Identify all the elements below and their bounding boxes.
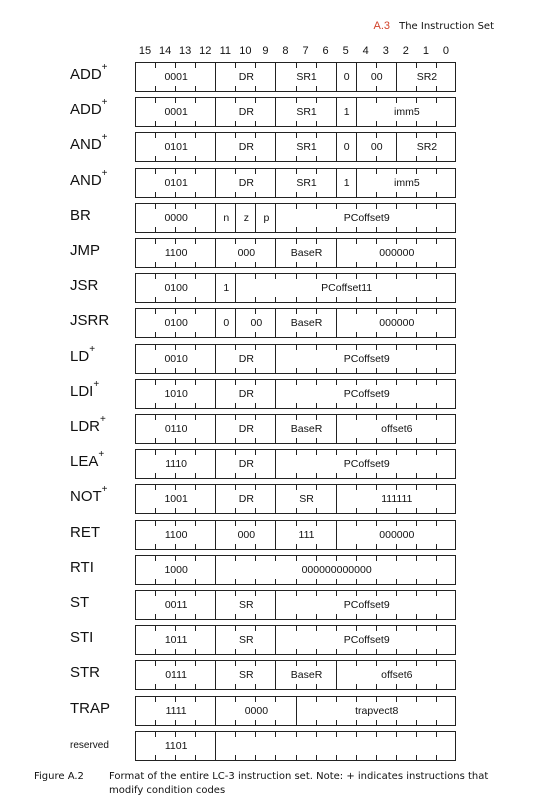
bit-field: 0000 xyxy=(244,704,269,717)
instruction-mnemonic xyxy=(70,740,109,751)
instruction-row xyxy=(0,731,534,761)
modifies-cc-marker: + xyxy=(93,378,100,390)
bit-field-box xyxy=(135,97,456,127)
bit-field: 0111 xyxy=(165,669,188,682)
bit-field-box xyxy=(135,132,456,162)
bit-field: 00 xyxy=(250,317,263,330)
bit-number: 10 xyxy=(239,45,252,57)
bit-field: 000 xyxy=(237,528,256,541)
bit-number: 5 xyxy=(342,45,349,57)
instruction-row xyxy=(0,660,534,690)
instruction-row xyxy=(0,238,534,268)
instruction-mnemonic xyxy=(70,242,100,259)
bit-field-box xyxy=(135,62,456,92)
instruction-row xyxy=(0,132,534,162)
instruction-row xyxy=(0,555,534,585)
bit-field: SR1 xyxy=(296,71,317,83)
instruction-row xyxy=(0,168,534,198)
mnemonic-text: AND xyxy=(70,136,102,154)
bit-number: 4 xyxy=(362,45,369,57)
bit-field: 0 xyxy=(343,141,350,154)
mnemonic-text: LD xyxy=(70,347,90,365)
modifies-cc-marker: + xyxy=(101,484,108,496)
bit-field: 1 xyxy=(343,106,350,119)
bit-number: 2 xyxy=(402,45,409,57)
bit-field: 1110 xyxy=(165,458,188,471)
modifies-cc-marker: + xyxy=(101,97,108,109)
instruction-mnemonic xyxy=(70,414,106,435)
bit-field-box xyxy=(135,555,456,585)
modifies-cc-marker: + xyxy=(101,62,108,73)
bit-field-box xyxy=(135,696,456,726)
bit-field: 0001 xyxy=(164,71,188,83)
bit-field: DR xyxy=(238,176,254,189)
bit-number: 0 xyxy=(442,45,450,57)
bit-field: BaseR xyxy=(290,247,323,259)
instruction-mnemonic xyxy=(70,97,108,119)
bit-field: 0011 xyxy=(164,599,188,611)
mnemonic-text: JMP xyxy=(70,242,100,259)
bit-field: DR xyxy=(238,458,254,471)
section-number: A.3 xyxy=(373,20,391,32)
bit-field: offset6 xyxy=(381,423,413,435)
instruction-row xyxy=(0,273,534,303)
bit-number: 11 xyxy=(219,45,231,57)
bit-field-box xyxy=(135,308,456,338)
bit-field: 1111 xyxy=(165,704,187,717)
bit-field: SR1 xyxy=(296,176,317,189)
mnemonic-text: LEA xyxy=(70,453,99,471)
bit-field: 0100 xyxy=(164,282,188,295)
bit-field: 000 xyxy=(237,247,256,259)
bit-field-box xyxy=(135,344,456,374)
mnemonic-text: JSR xyxy=(70,277,99,295)
bit-field: 0101 xyxy=(164,141,188,154)
bit-field-box xyxy=(135,273,456,303)
instruction-mnemonic xyxy=(70,312,109,329)
bit-field: PCoffset9 xyxy=(343,352,390,365)
bit-field: n xyxy=(223,211,230,224)
bit-number: 6 xyxy=(322,45,329,57)
instruction-row xyxy=(0,62,534,92)
bit-field: SR2 xyxy=(416,141,438,154)
bit-field: PCoffset9 xyxy=(343,634,390,647)
bit-field: 000000 xyxy=(379,317,415,330)
bit-field: 0010 xyxy=(164,352,188,365)
instruction-row xyxy=(0,344,534,374)
bit-number: 9 xyxy=(262,45,269,57)
bit-field: z xyxy=(243,211,249,224)
mnemonic-text: NOT xyxy=(70,488,102,506)
instruction-mnemonic xyxy=(70,700,110,717)
bit-field-box xyxy=(135,203,456,233)
bit-number: 14 xyxy=(158,45,172,57)
modifies-cc-marker: + xyxy=(100,414,106,425)
instruction-row xyxy=(0,696,534,726)
bit-field: imm5 xyxy=(394,176,420,189)
bit-field: 000000000000 xyxy=(301,563,372,576)
instruction-row xyxy=(0,449,534,479)
bit-field-box xyxy=(135,168,456,198)
bit-field: trapvect8 xyxy=(355,704,399,717)
bit-field: SR xyxy=(239,599,254,611)
bit-number: 7 xyxy=(302,45,309,57)
mnemonic-text: STR xyxy=(70,664,100,682)
figure-label: Figure A.2 xyxy=(34,771,84,782)
instruction-mnemonic xyxy=(70,62,108,83)
bit-number: 13 xyxy=(179,45,192,57)
bit-field: PCoffset9 xyxy=(343,211,390,224)
mnemonic-text: ST xyxy=(70,594,90,611)
bit-field: DR xyxy=(238,423,254,435)
mnemonic-text: LDI xyxy=(70,382,94,400)
bit-field: PCoffset11 xyxy=(321,282,373,295)
bit-field: 0 xyxy=(343,71,350,83)
bit-field: 111111 xyxy=(381,493,413,506)
bit-number-row xyxy=(135,45,456,59)
mnemonic-text: ADD xyxy=(70,101,102,119)
bit-field: DR xyxy=(238,141,254,154)
instruction-mnemonic xyxy=(70,343,96,365)
instruction-mnemonic xyxy=(70,167,108,189)
bit-number: 8 xyxy=(282,45,289,57)
bit-field: SR2 xyxy=(416,71,438,83)
bit-field: 1011 xyxy=(164,634,188,647)
bit-field: PCoffset9 xyxy=(343,599,390,611)
mnemonic-text: RTI xyxy=(70,558,94,576)
bit-field-box xyxy=(135,449,456,479)
bit-field: SR xyxy=(239,634,254,647)
mnemonic-text: BR xyxy=(70,206,91,224)
instruction-mnemonic xyxy=(70,629,93,646)
bit-field-box xyxy=(135,625,456,655)
instruction-row xyxy=(0,97,534,127)
bit-number: 3 xyxy=(382,45,389,57)
modifies-cc-marker: + xyxy=(101,167,108,179)
instruction-mnemonic xyxy=(70,664,100,681)
instruction-mnemonic xyxy=(70,484,108,506)
mnemonic-text: ADD xyxy=(70,66,102,83)
bit-field-box xyxy=(135,414,456,444)
mnemonic-text: JSRR xyxy=(70,312,110,330)
bit-field: 0000 xyxy=(164,211,188,224)
bit-field: PCoffset9 xyxy=(343,458,390,471)
bit-field: BaseR xyxy=(290,317,323,330)
bit-field-box xyxy=(135,660,456,690)
mnemonic-text: STI xyxy=(70,629,94,647)
bit-field: 0001 xyxy=(164,106,188,119)
bit-field-box xyxy=(135,238,456,268)
figure-caption-text: Format of the entire LC-3 instruction set. Note: + indicates instructions that modify condition codes xyxy=(109,771,489,796)
bit-field: 00 xyxy=(370,141,383,154)
page-header xyxy=(374,20,494,32)
bit-field: 1000 xyxy=(164,563,188,576)
mnemonic-text: AND xyxy=(70,171,102,189)
instruction-row xyxy=(0,308,534,338)
bit-field-box xyxy=(135,590,456,620)
bit-field: 0100 xyxy=(164,317,188,330)
bit-field: DR xyxy=(238,106,254,119)
instruction-row xyxy=(0,520,534,550)
bit-field: imm5 xyxy=(394,106,420,119)
bit-field-box xyxy=(135,379,456,409)
bit-field: 1100 xyxy=(164,247,188,259)
bit-number: 15 xyxy=(138,45,152,57)
bit-field: SR1 xyxy=(296,106,317,119)
bit-field: p xyxy=(263,211,270,224)
bit-number: 1 xyxy=(422,45,429,57)
instruction-row xyxy=(0,484,534,514)
instruction-mnemonic xyxy=(70,132,108,154)
bit-field: DR xyxy=(238,71,254,83)
bit-field-box xyxy=(135,484,456,514)
bit-field: 1100 xyxy=(164,528,188,541)
bit-field: SR xyxy=(299,493,314,506)
bit-field: DR xyxy=(238,352,254,365)
bit-field: BaseR xyxy=(290,423,323,435)
instruction-mnemonic xyxy=(70,207,91,224)
bit-field: SR1 xyxy=(296,141,317,154)
bit-field: SR xyxy=(239,669,254,682)
instruction-row xyxy=(0,590,534,620)
bit-field xyxy=(216,732,457,760)
instruction-row xyxy=(0,379,534,409)
instruction-row xyxy=(0,203,534,233)
instruction-row xyxy=(0,625,534,655)
bit-field: 111 xyxy=(298,528,315,541)
mnemonic-text: TRAP xyxy=(70,699,111,717)
instruction-mnemonic xyxy=(70,559,94,576)
bit-field: 0 xyxy=(223,317,230,330)
bit-field: 0110 xyxy=(164,423,188,435)
instruction-mnemonic xyxy=(70,524,100,541)
bit-field: 1101 xyxy=(164,739,188,752)
instruction-mnemonic xyxy=(70,277,98,294)
bit-field: PCoffset9 xyxy=(343,387,390,400)
modifies-cc-marker: + xyxy=(101,132,108,144)
bit-field: DR xyxy=(238,493,254,506)
bit-field: 000000 xyxy=(379,247,415,259)
bit-field: 1 xyxy=(223,282,230,295)
modifies-cc-marker: + xyxy=(98,449,105,461)
bit-field: 00 xyxy=(370,71,383,83)
bit-field: 1010 xyxy=(164,387,188,400)
bit-field: 1001 xyxy=(164,493,188,506)
bit-field: DR xyxy=(238,387,254,400)
instruction-row xyxy=(0,414,534,444)
bit-field: 1 xyxy=(343,176,350,189)
mnemonic-text: reserved xyxy=(70,739,109,751)
bit-field: offset6 xyxy=(381,669,413,682)
instruction-mnemonic xyxy=(70,449,105,471)
section-title: The Instruction Set xyxy=(399,21,494,32)
bit-field: 000000 xyxy=(379,528,415,541)
bit-field: 0101 xyxy=(164,176,188,189)
instruction-mnemonic xyxy=(70,378,100,400)
bit-field: BaseR xyxy=(290,669,323,682)
modifies-cc-marker: + xyxy=(89,343,96,355)
mnemonic-text: RET xyxy=(70,523,100,541)
mnemonic-text: LDR xyxy=(70,418,101,435)
bit-field-box xyxy=(135,520,456,550)
bit-field-box xyxy=(135,731,456,761)
bit-number: 12 xyxy=(199,45,212,57)
instruction-mnemonic xyxy=(70,594,89,611)
